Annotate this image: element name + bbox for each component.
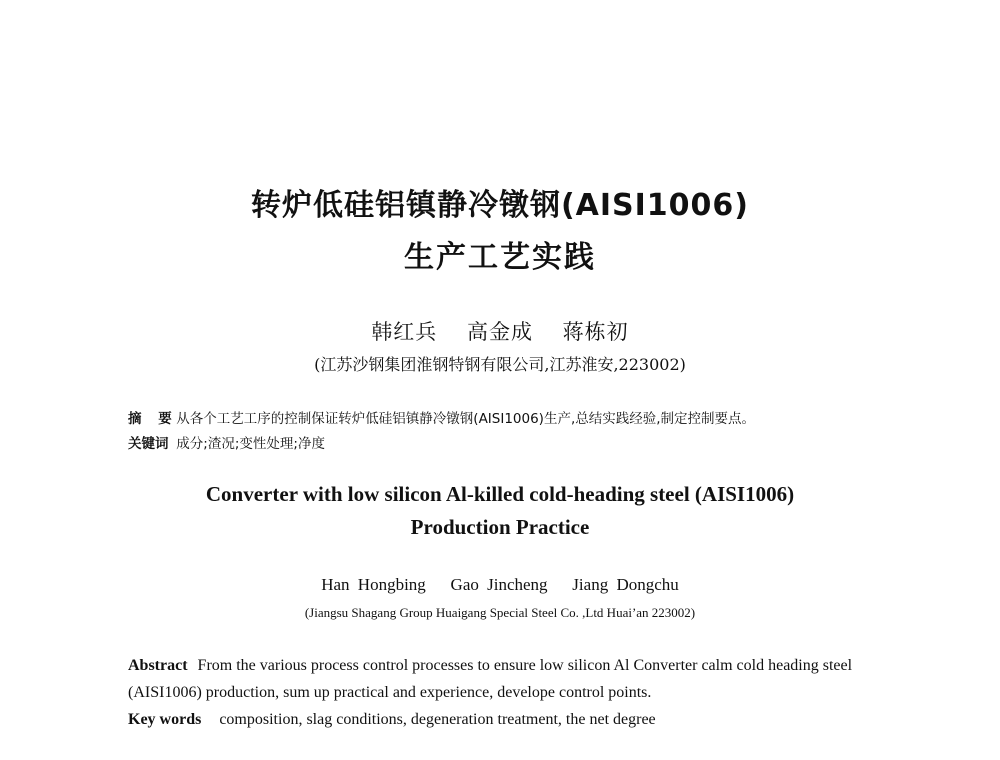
keywords-cn-text: 成分;渣况;变性处理;净度: [176, 436, 325, 452]
abstract-cn-label: 摘 要: [128, 411, 178, 427]
title-en-line-2: Production Practice: [410, 515, 590, 539]
affiliation-cn: (江苏沙钢集团淮钢特钢有限公司,江苏淮安,223002): [314, 355, 686, 374]
abstract-en: [128, 652, 888, 706]
keywords-en-text: composition, slag conditions, degeneration treatment, the net degree: [219, 711, 656, 728]
affiliation-en: (Jiangsu Shagang Group Huaigang Special Steel Co. ,Ltd Huai’an 223002): [304, 605, 696, 620]
keywords-en-label: Key words: [128, 711, 202, 728]
abstract-en-text: From the various process control processes to ensure low silicon Al Converter calm cold heading steel (AISI1006) production, sum up practical and experience, develope control points.: [128, 657, 853, 701]
title-en-line-1: Converter with low silicon Al-killed cold-heading steel (AISI1006): [205, 482, 795, 506]
keywords-cn: [128, 432, 325, 452]
abstract-cn-text: 从各个工艺工序的控制保证转炉低硅铝镇静冷镦钢(AISI1006)生产,总结实践经验,制定控制要点。: [176, 411, 756, 427]
abstract-cn: [128, 407, 755, 427]
authors-cn: 韩红兵 高金成 蒋栋初: [371, 320, 629, 344]
abstract-en-label: Abstract: [128, 657, 188, 674]
title-cn-line-1: 转炉低硅铝镇静冷镦钢(AISI1006): [250, 188, 750, 223]
title-cn-line-2: 生产工艺实践: [404, 240, 596, 275]
authors-en: Han Hongbing Gao Jincheng Jiang Dongchu: [321, 575, 679, 594]
keywords-cn-label: 关键词: [128, 436, 169, 452]
keywords-en: [128, 706, 888, 733]
